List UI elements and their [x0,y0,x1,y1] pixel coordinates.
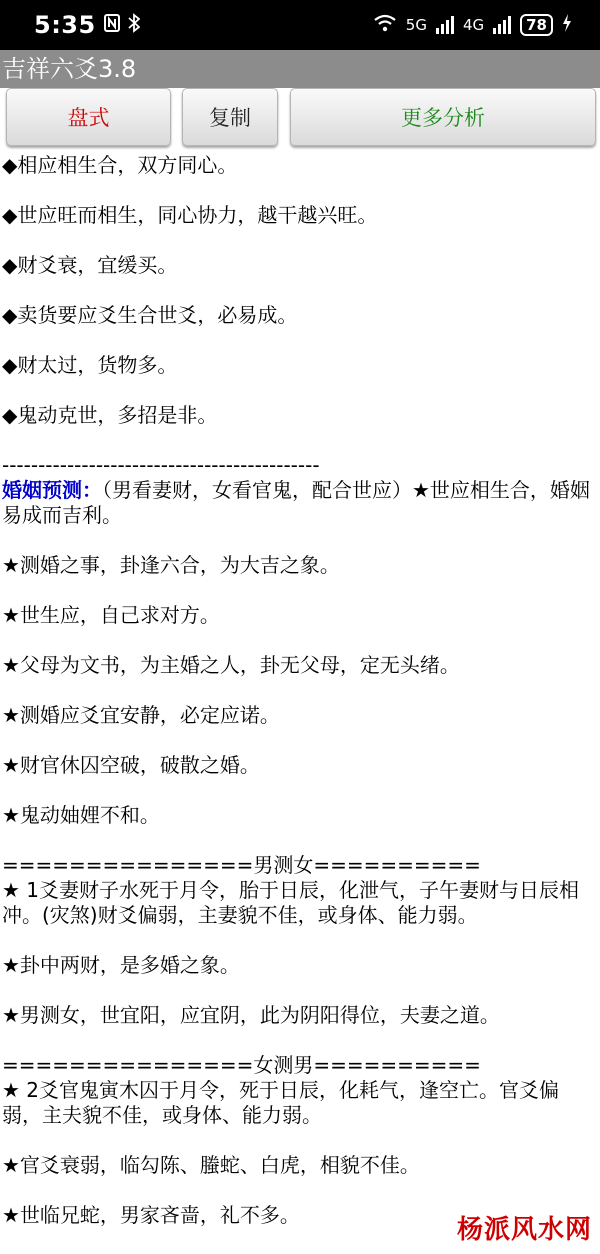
text-line: ★男测女，世宜阳，应宜阴，此为阴阳得位，夫妻之道。 [2,1003,500,1027]
text-line: ★ 1爻妻财子水死于月令，胎于日辰，化泄气，子午妻财与日辰相冲。(灾煞)财爻偏弱，主妻貌不佳，或身体、能力弱。 [2,878,580,927]
male-separator: ===============男测女========== [2,853,481,877]
text-line: ◆卖货要应爻生合世爻，必易成。 [2,303,298,327]
female-separator: ===============女测男========== [2,1053,481,1077]
analysis-text [2,153,598,1253]
text-line: ★财官休囚空破，破散之婚。 [2,753,260,777]
network-4g: 4G [462,16,485,34]
watermark-logo: 杨派风水网 [456,1215,592,1245]
text-line: ★世临兄蛇，男家吝啬，礼不多。 [2,1203,300,1227]
text-line: ★测婚之事，卦逢六合，为大吉之象。 [2,553,340,577]
marriage-heading: 婚姻预测： [2,478,102,502]
network-5g: 5G [405,16,427,34]
text-line: ◆财太过，货物多。 [2,353,178,377]
text-line: ★官爻衰弱，临勾陈、螣蛇、白虎，相貌不佳。 [2,1153,420,1177]
text-line: ★世生应，自己求对方。 [2,603,220,627]
copy-button[interactable]: 复制 [182,88,278,146]
nfc-icon [104,14,120,37]
status-left [34,11,140,39]
text-line: ◆世应旺而相生，同心协力，越干越兴旺。 [2,203,378,227]
divider-line: -------------------------------------------- [2,453,320,477]
text-line: ★鬼动妯娌不和。 [2,803,160,827]
bluetooth-icon [128,13,140,38]
wifi-icon [373,14,397,36]
lightning-icon [562,14,572,36]
text-line: ★ 2爻官鬼寅木囚于月令，死于日辰，化耗气，逢空亡。官爻偏弱，主夫貌不佳，或身体、能力弱。 [2,1078,560,1127]
pan-layout-button[interactable]: 盘式 [6,88,171,146]
status-right [373,14,572,36]
marriage-section [2,478,598,528]
marriage-intro: （男看妻财，女看官鬼，配合世应）★世应相生合，婚姻易成而吉利。 [2,478,590,527]
text-line: ★卦中两财，是多婚之象。 [2,953,240,977]
text-line: ◆鬼动克世，多招是非。 [2,403,218,427]
status-bar [0,0,600,50]
app-title-bar [0,50,600,88]
status-time: 5:35 [34,11,96,39]
text-line: ◆财爻衰，宜缓买。 [2,253,178,277]
toolbar [0,88,600,150]
text-line: ★父母为文书，为主婚之人，卦无父母，定无头绪。 [2,653,460,677]
signal-bars-icon [436,16,454,34]
more-analysis-button[interactable]: 更多分析 [290,88,596,146]
text-line: ◆相应相生合，双方同心。 [2,153,238,177]
text-line: ★测婚应爻宜安静，必定应诺。 [2,703,280,727]
battery-indicator: 78 [520,14,553,36]
signal-bars-icon-2 [493,16,511,34]
app-title: 吉祥六爻3.8 [2,55,137,83]
